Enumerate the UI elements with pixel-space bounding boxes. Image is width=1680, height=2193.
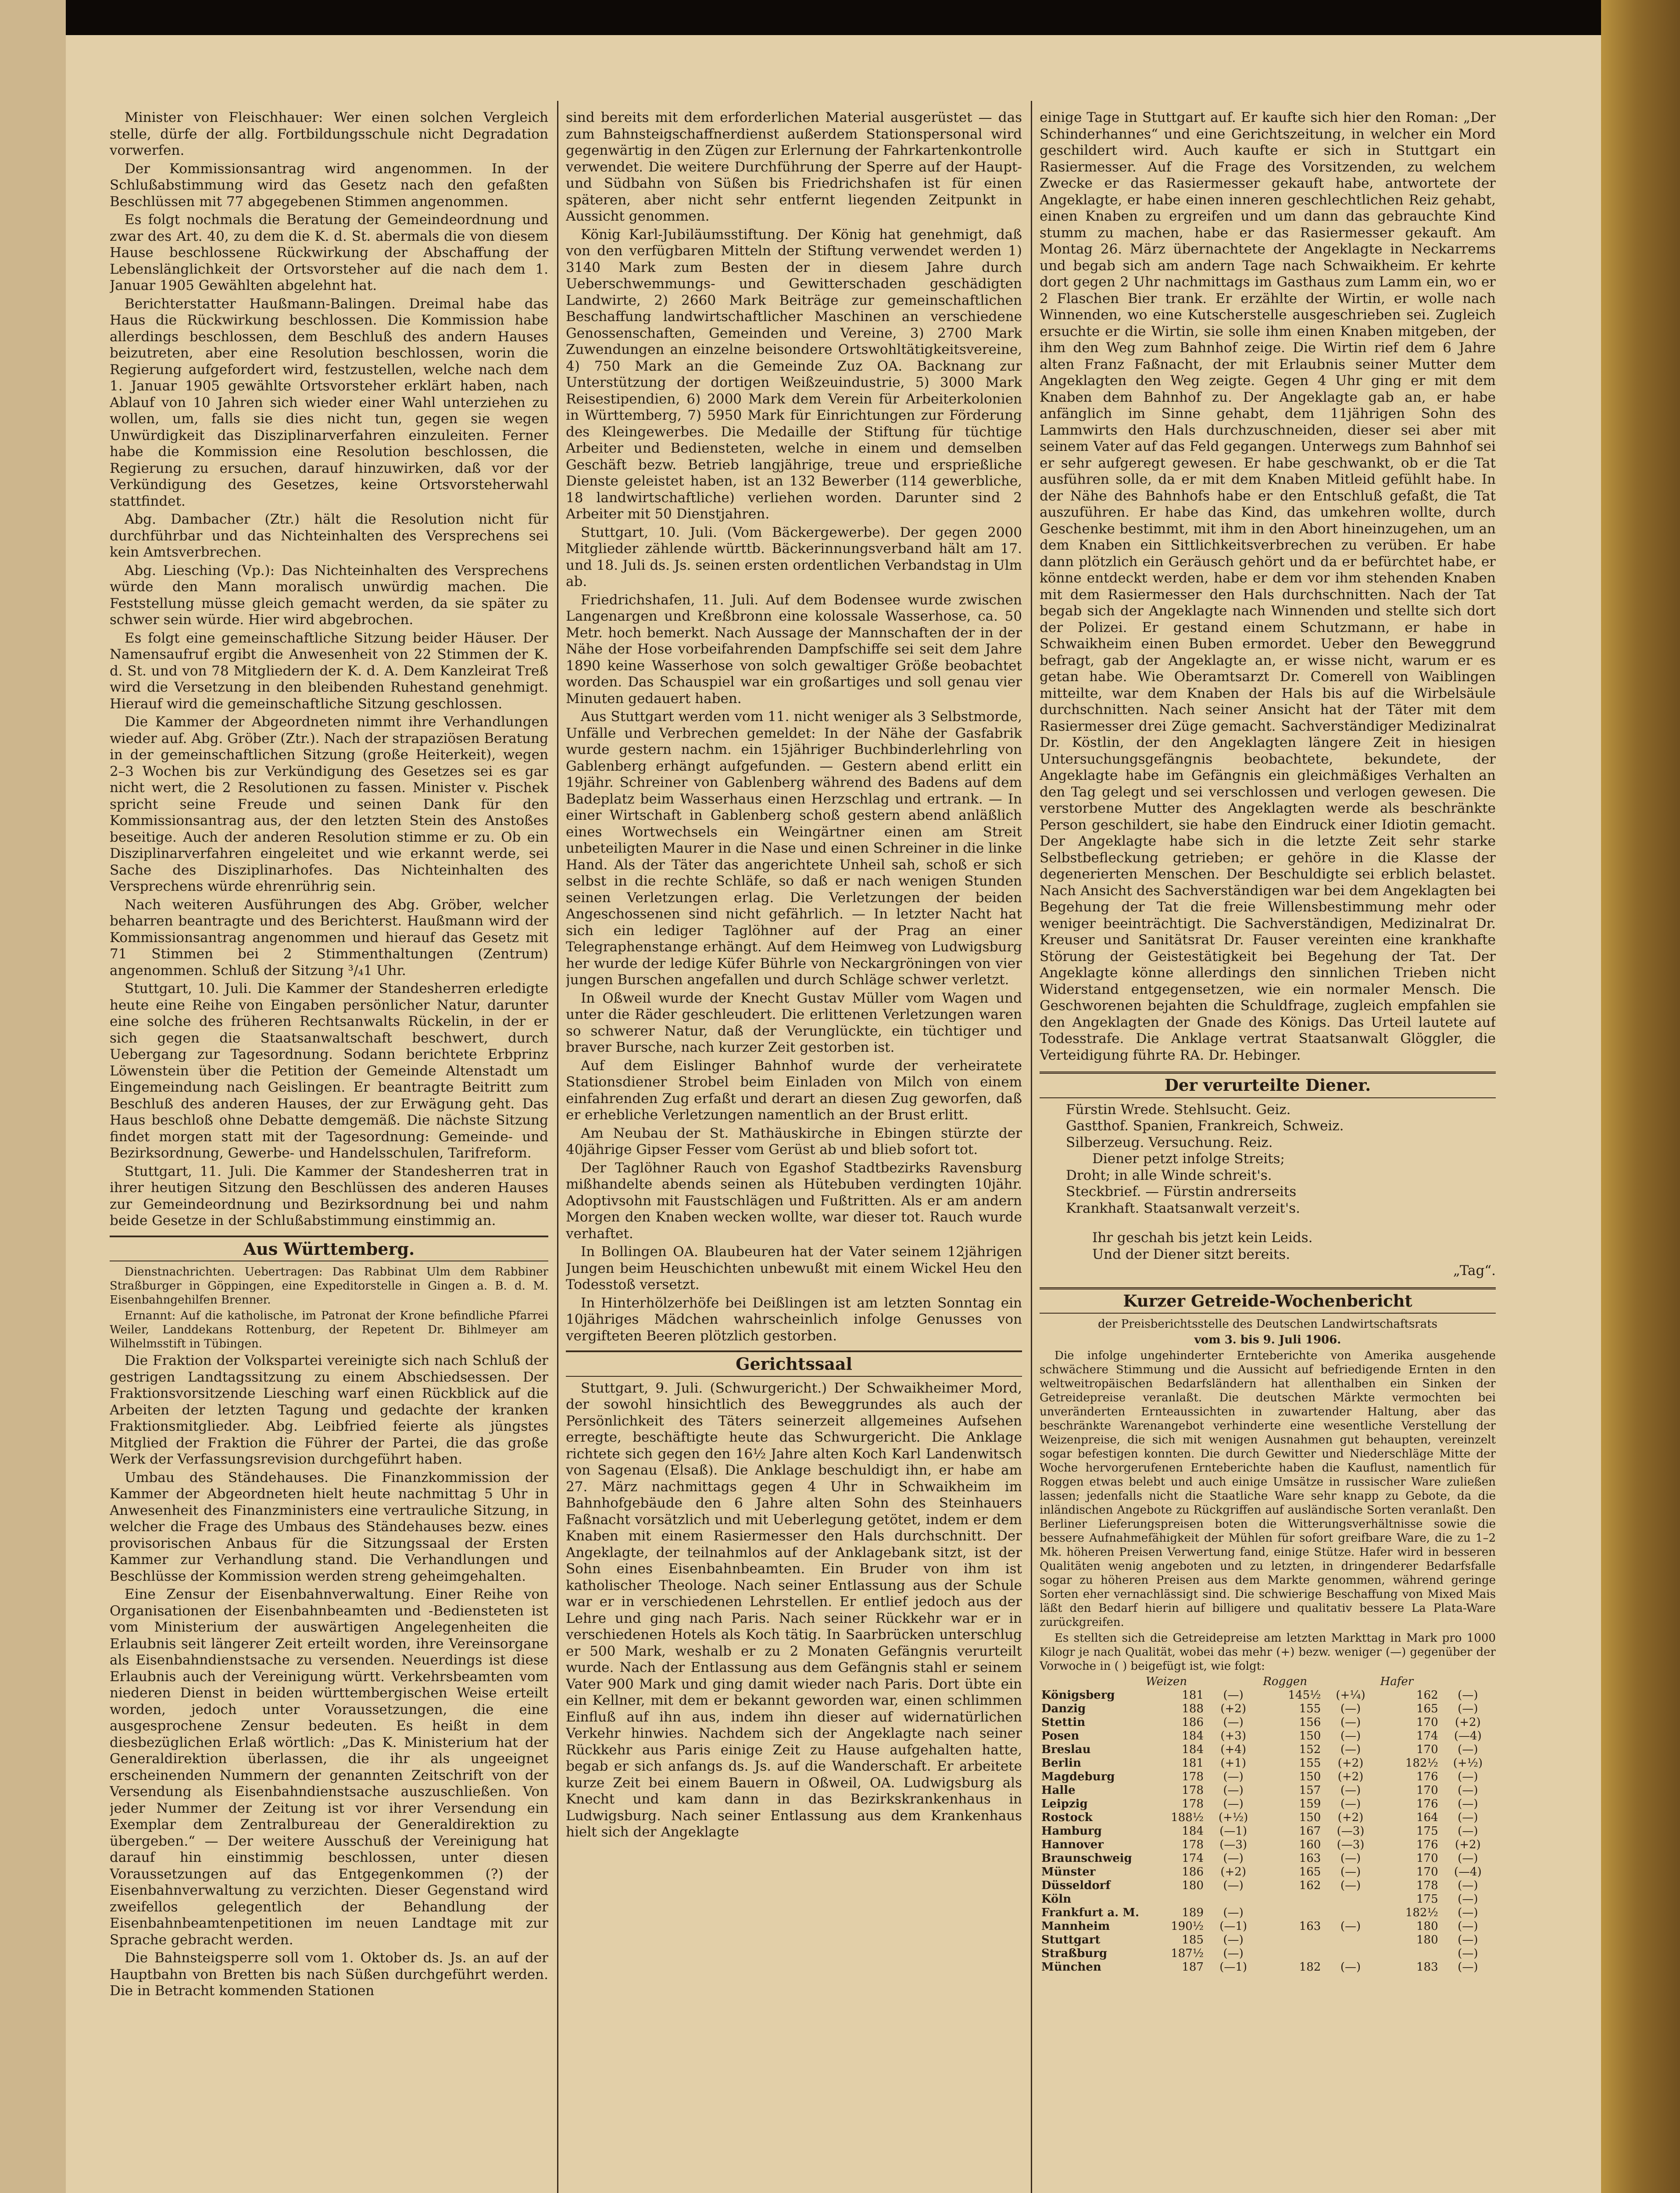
- price-cell: (—3): [1219, 1838, 1247, 1851]
- price-cell: 167: [1299, 1825, 1321, 1838]
- price-cell: 156: [1299, 1716, 1321, 1729]
- poem-line: Steckbrief. — Fürstin andrerseits: [1066, 1184, 1297, 1200]
- price-cell: 176: [1416, 1797, 1438, 1811]
- market-city: Posen: [1041, 1729, 1079, 1743]
- table-row: [1040, 1947, 1496, 1961]
- price-cell: 174: [1416, 1729, 1438, 1743]
- grain-report-text: Die infolge ungehinderter Ernteberichte von Amerika ausgehende schwächere Stimmung und die Aussicht auf befriedigende Ernten in den weltweitropäischen Bedarfsländern hat allenthalben ein Sinken der Getreidepreise veranlaßt. Die deutschen Märkte vermochten bei unveränderten Ernteaussichten in zuwartender Haltung, aber das beschränkte Warenangebot verhinderte eine wesentliche Verstellung der Weizenpreise, die sich mit wenigen Ausnahmen gut behaupten, vereinzelt sogar befestigen konnten. Die durch Gewitter und Niederschläge Mitte der Woche hervorgerufenen Ernteberichte haben die Kauflust, namentlich für Roggen etwas belebt und auch einige Umsätze in russischer Ware zuließen lassen; jedenfalls nicht die Staatliche Ware sehr knapp zu Gebote, da die inländischen Angebote zu Rückgriffen auf ausländische Sorten veranlaßt. Den Berliner Lieferungspreisen boten die Witterungsverhältnisse sowie die bessere Aufnahmefähigkeit der Mühlen für sofort greifbare Ware, die zu 1–2 Mk. höheren Preisen Verwertung fand, einige Stütze. Hafer wird in besseren Qualitäten wenig angeboten und zu letzten, in dringenderer Bedarfsfalle sogar zu höheren Preisen aus dem Markte genommen, während geringe Sorten eher vernachlässigt sind. Die schwierige Beschaffung von Mixed Mais läßt den Bedarf hierin auf billigere und qualitativ bessere La Plata-Ware zurückgreifen.: [1040, 1349, 1496, 1629]
- table-row: [1040, 1825, 1496, 1838]
- table-row: [1040, 1797, 1496, 1811]
- price-cell: (—): [1458, 1961, 1478, 1974]
- article-paragraph: König Karl-Jubiläumsstiftung. Der König hat genehmigt, daß von den verfügbaren Mitteln der Stiftung verwendet werden 1) 3140 Mark zum Besten der in diesem Jahre durch Ueberschwemmungs- und Gewitterschaden geschädigten Landwirte, 2) 2660 Mark Beiträge zur gemeinschaftlichen Beschaffung landwirtschaftlicher Maschinen an verschiedene Genossenschaften, Gemeinden und Vereine, 3) 2700 Mark Zuwendungen an einzelne beisondere Ortswohltätigkeitsvereine, 4) 750 Mark an die Gemeinde Zuz OA. Backnang zur Unterstützung der dortigen Weißzeuindustrie, 5) 3000 Mark Reisestipendien, 6) 2000 Mark dem Verein für Arbeiterkolonien in Württemberg, 7) 5950 Mark für Einrichtungen zur Förderung des Kleingewerbes. Die Medaille der Stiftung für tüchtige Arbeiter und Bediensteten, welche in einem und demselben Geschäft bezw. Betrieb langjährige, treue und ersprießliche Dienste geleistet haben, ist an 132 Bewerber (114 gewerbliche, 18 landwirtschaftliche) verliehen worden. Darunter sind 2 Arbeiter mit 50 Dienstjahren.: [566, 226, 1022, 522]
- price-cell: (—): [1458, 1784, 1478, 1797]
- price-cell: (—): [1340, 1961, 1361, 1974]
- price-cell: [1144, 1893, 1205, 1906]
- market-city: Frankfurt a. M.: [1041, 1906, 1140, 1919]
- price-cell: 159: [1299, 1797, 1321, 1811]
- grain-report-note: Es stellten sich die Getreidepreise am letzten Markttag in Mark pro 1000 Kilogr je nach Qualität, wobei das mehr (+) bezw. weniger (—) gegenüber der Vorwoche in ( ) beigefügt ist, wie folgt:: [1040, 1632, 1496, 1673]
- price-cell: (—): [1340, 1784, 1361, 1797]
- price-cell: (+½): [1219, 1811, 1248, 1824]
- price-cell: (—): [1223, 1689, 1244, 1702]
- market-city: Straßburg: [1041, 1947, 1108, 1960]
- price-cell: (—): [1458, 1702, 1478, 1715]
- article-paragraph: Stuttgart, 9. Juli. (Schwurgericht.) Der Schwaikheimer Mord, der sowohl hinsichtlich des Beweggrundes als auch der Persönlichkeit des Täters seinerzeit allgemeines Aufsehen erregte, beschäftigte heute das Schwurgericht. Die Anklage richtete sich gegen den 16½ Jahre alten Koch Karl Landenwitsch von Sagenau (Elsaß). Die Anklage beschuldigt ihn, er habe am 27. März nachmittags gegen 4 Uhr in Schwaikheim im Bahnhofgebäude den 6 Jahre alten Sohn des Steinhauers Faßnacht vorsätzlich und mit Ueberlegung getötet, indem er dem Knaben mit einem Rasiermesser den Hals durchschnitt. Der Angeklagte, der teilnahmlos auf der Anklagebank sitzt, ist der Sohn eines Eisenbahnbeamten. Ein Bruder von ihm ist katholischer Theologe. Nach seiner Entlassung aus der Schule war er in verschiedenen Lehrstellen. Er entlief jedoch aus der Lehre und ging nach Paris. Nach seiner Rückkehr war er in verschiedenen Hotels als Koch tätig. In Saarbrücken unterschlug er 500 Mark, weshalb er zu 2 Monaten Gefängnis verurteilt wurde. Nach der Entlassung aus dem Gefängnis stahl er seinem Vater 900 Mark und ging damit wieder nach Paris. Dort übte ein ein Kellner, mit dem er bekannt geworden war, einen schlimmen Einfluß auf ihn aus, indem ihn dieser auf widernatürlichen Verkehr hinwies. Nachdem sich der Angeklagte nach seiner Rückkehr aus Paris einige Zeit zu Hause aufgehalten hatte, begab er sich anfangs ds. Js. auf die Wanderschaft. Er arbeitete kurze Zeit bei einem Bauern in Oßweil, OA. Ludwigsburg als Knecht und kam dann in das Bezirkskrankenhaus in Ludwigsburg. Nach seiner Entlassung aus dem Krankenhaus hielt sich der Angeklagte: [566, 1380, 1022, 1840]
- price-cell: (+2): [1220, 1702, 1246, 1715]
- poem-line: Silberzeug. Versuchung. Reiz.: [1066, 1134, 1273, 1150]
- price-cell: (—): [1223, 1879, 1244, 1892]
- market-city: Hannover: [1041, 1838, 1104, 1851]
- table-row: [1040, 1689, 1496, 1702]
- price-cell: 170: [1416, 1784, 1438, 1797]
- price-cell: (—): [1340, 1865, 1361, 1879]
- article-paragraph: Aus Stuttgart werden vom 11. nicht weniger als 3 Selbstmorde, Unfälle und Verbrechen gemeldet: In der Nähe der Gasfabrik wurde gestern nachm. ein 15jähriger Buchbinderlehrling von Gablenberg erhängt aufgefunden. — Gestern abend erlitt ein 19jähr. Schreiner von Gablenberg während des Badens auf dem Badeplatz beim Wasserhaus einen Herzschlag und ertrank. — In einer Wirtschaft in Gablenberg schoß gestern abend anläßlich eines Wortwechsels ein Weingärtner einen am Streit unbeteiligten Maurer in die Nase und einen Schreiner in die linke Hand. Als der Täter das angerichtete Unheil sah, schoß er sich selbst in die rechte Schläfe, so daß er nach wenigen Stunden seinen Verletzungen erlag. Die Verletzungen der beiden Angeschossenen sind nicht gefährlich. — In letzter Nacht hat sich ein lediger Taglöhner auf der Prag an einer Telegraphenstange erhängt. Auf dem Heimweg von Ludwigsburg her wurde der ledige Küfer Bührle von Neckargröningen von vier jungen Burschen angefallen und durch Schläge schwer verletzt.: [566, 709, 1022, 988]
- price-cell: (—): [1458, 1689, 1478, 1702]
- price-cell: 163: [1299, 1852, 1321, 1865]
- column-header-rye: Roggen: [1263, 1675, 1307, 1688]
- poem-line: Fürstin Wrede. Stehlsucht. Geiz.: [1066, 1101, 1291, 1118]
- price-cell: (+2): [1337, 1770, 1364, 1783]
- price-cell: 155: [1299, 1702, 1321, 1715]
- price-cell: 180: [1416, 1920, 1438, 1933]
- price-cell: (—): [1340, 1852, 1361, 1865]
- price-cell: 174: [1182, 1852, 1204, 1865]
- price-cell: 150: [1299, 1811, 1321, 1824]
- price-cell: 184: [1182, 1743, 1204, 1756]
- price-cell: (+2): [1337, 1811, 1364, 1824]
- market-city: Leipzig: [1041, 1797, 1088, 1811]
- price-cell: 175: [1416, 1825, 1438, 1838]
- article-paragraph: Minister von Fleischhauer: Wer einen solchen Vergleich stelle, dürfe der allg. Fortbildungsschule nicht Degradation vorwerfen.: [110, 110, 548, 158]
- price-cell: (—): [1223, 1797, 1244, 1811]
- price-cell: [1323, 1947, 1378, 1961]
- price-cell: (—): [1223, 1852, 1244, 1865]
- article-paragraph: Abg. Dambacher (Ztr.) hält die Resolution nicht für durchführbar und das Nichteinhalten des Versprechens sei kein Amtsverbrechen.: [110, 511, 548, 560]
- market-city: Breslau: [1041, 1743, 1091, 1756]
- price-cell: 175: [1416, 1893, 1438, 1906]
- price-cell: 181: [1182, 1689, 1204, 1702]
- article-paragraph: Stuttgart, 11. Juli. Die Kammer der Standesherren trat in ihrer heutigen Sitzung den Beschlüssen des anderen Hauses zur Gemeindeordnung und Bezirksordnung bei und nahm beide Gesetze in der Schlußabstimmung einstimmig an.: [110, 1163, 548, 1229]
- official-notice: Dienstnachrichten. Uebertragen: Das Rabbinat Ulm dem Rabbiner Straßburger in Göppingen, eine Expeditorstelle in Gingen a. B. d. M. Eisenbahngehilfen Brenner.: [110, 1265, 548, 1307]
- poem-title: Der verurteilte Diener.: [1040, 1071, 1496, 1098]
- price-cell: 187: [1182, 1961, 1204, 1974]
- market-city: Rostock: [1041, 1811, 1093, 1824]
- price-cell: 163: [1299, 1920, 1321, 1933]
- price-cell: (—): [1458, 1852, 1478, 1865]
- price-cell: 184: [1182, 1825, 1204, 1838]
- price-cell: (—3): [1337, 1838, 1365, 1851]
- article-paragraph: In Bollingen OA. Blaubeuren hat der Vater seinem 12jährigen Jungen beim Heuschichten unbewußt mit einem Wickel Heu den Todesstoß versetzt.: [566, 1244, 1022, 1293]
- scan-border-top: [66, 0, 1680, 35]
- price-cell: 165: [1416, 1702, 1438, 1715]
- price-cell: 157: [1299, 1784, 1321, 1797]
- article-paragraph: Die Bahnsteigsperre soll vom 1. Oktober ds. Js. an auf der Hauptbahn von Bretten bis nach Süßen durchgeführt werden. Die in Betracht kommenden Stationen: [110, 1950, 548, 1999]
- price-cell: 190½: [1171, 1920, 1204, 1933]
- price-cell: (—): [1458, 1933, 1478, 1947]
- market-city: Braunschweig: [1041, 1852, 1132, 1865]
- table-row: [1040, 1702, 1496, 1716]
- section-heading: Aus Württemberg.: [110, 1236, 548, 1262]
- column-1: [110, 110, 548, 2193]
- poem-line: Gastthof. Spanien, Frankreich, Schweiz.: [1066, 1118, 1344, 1134]
- table-row: [1040, 1961, 1496, 1974]
- column-header-oats: Hafer: [1380, 1675, 1414, 1688]
- market-city: Königsberg: [1041, 1689, 1115, 1702]
- price-cell: 170: [1416, 1852, 1438, 1865]
- price-cell: (—): [1223, 1716, 1244, 1729]
- price-cell: (—): [1223, 1906, 1244, 1919]
- article-paragraph: In Oßweil wurde der Knecht Gustav Müller vom Wagen und unter die Räder geschleudert. Die erlittenen Verletzungen waren so schwerer Natur, daß der Verunglückte, ein tüchtiger und braver Bursche, nach kurzer Zeit gestorben ist.: [566, 990, 1022, 1055]
- price-cell: 145½: [1288, 1689, 1321, 1702]
- market-city: Halle: [1041, 1784, 1076, 1797]
- column-2: [566, 110, 1022, 2193]
- price-cell: 178: [1182, 1797, 1204, 1811]
- price-cell: (—): [1458, 1947, 1478, 1960]
- article-paragraph: Nach weiteren Ausführungen des Abg. Gröber, welcher beharren beantragte und des Berichterst. Haußmann wird der Kommissionsantrag angenommen und hierauf das Gesetz mit 71 Stimmen bei 2 Stimmenthaltungen (Zentrum) angenommen. Schluß der Sitzung ³/₄1 Uhr.: [110, 896, 548, 979]
- article-paragraph: Umbau des Ständehauses. Die Finanzkommission der Kammer der Abgeordneten hielt heute nachmittag 5 Uhr in Anwesenheit des Finanzministers eine vertrauliche Sitzung, in welcher die Frage des Umbaus des Ständehauses bezw. eines provisorischen Anbaus für die Sitzungssaal der Ersten Kammer zur Verhandlung stand. Die Verhandlungen und Beschlüsse der Kommission werden streng geheimgehalten.: [110, 1469, 548, 1584]
- price-cell: 162: [1416, 1689, 1438, 1702]
- price-cell: 178: [1182, 1838, 1204, 1851]
- table-row: [1040, 1906, 1496, 1920]
- price-cell: (—): [1458, 1879, 1478, 1892]
- table-row: [1040, 1893, 1496, 1906]
- price-cell: (—): [1340, 1797, 1361, 1811]
- price-cell: (—1): [1219, 1825, 1247, 1838]
- article-paragraph: Friedrichshafen, 11. Juli. Auf dem Bodensee wurde zwischen Langenargen und Kreßbronn eine kolossale Wasserhose, ca. 50 Metr. hoch bemerkt. Nach Aussage der Mannschaften der in der Nähe der Hose vorbeifahrenden Dampfschiffe sei seit dem Jahre 1890 keine Wasserhose von solch gewaltiger Größe beobachtet worden. Das Schauspiel war ein großartiges und soll genau vier Minuten gedauert haben.: [566, 592, 1022, 707]
- price-cell: 184: [1182, 1729, 1204, 1743]
- price-cell: (—3): [1337, 1825, 1365, 1838]
- price-cell: [1323, 1893, 1378, 1906]
- price-cell: [1323, 1933, 1378, 1947]
- price-cell: (+¼): [1336, 1689, 1365, 1702]
- market-city: Köln: [1041, 1893, 1072, 1906]
- article-paragraph: Die Fraktion der Volkspartei vereinigte sich nach Schluß der gestrigen Landtagssitzung zu einem Abschiedsessen. Der Fraktionsvorsitzende Liesching warf einen Rückblick auf die Arbeiten der letzten Tagung und gedachte der kranken Fraktionsmitglieder. Abg. Leibfried feierte als jüngstes Mitglied der Fraktion die Führer der Partei, die das große Werk der Verfassungsrevision durchgeführt haben.: [110, 1353, 548, 1467]
- market-city: Düsseldorf: [1041, 1879, 1111, 1892]
- price-cell: 164: [1416, 1811, 1438, 1824]
- table-row: [1040, 1933, 1496, 1947]
- column-3: [1040, 110, 1496, 2193]
- price-cell: (—1): [1219, 1961, 1247, 1974]
- table-row: [1040, 1716, 1496, 1729]
- table-row: [1040, 1743, 1496, 1757]
- price-cell: (—1): [1219, 1920, 1247, 1933]
- price-cell: 188: [1182, 1702, 1204, 1715]
- grain-report-date: vom 3. bis 9. Juli 1906.: [1194, 1333, 1341, 1347]
- column-rule: [557, 101, 558, 2193]
- article-paragraph: Der Taglöhner Rauch von Egashof Stadtbezirks Ravensburg mißhandelte abends seinen als Hütebuben verdingten 10jähr. Adoptivsohn mit Faustschlägen und Fußtritten. Als er am andern Morgen den Knaben wecken wollte, war dieser tot. Rauch wurde verhaftet.: [566, 1160, 1022, 1242]
- price-cell: (—): [1458, 1920, 1478, 1933]
- table-row: [1040, 1865, 1496, 1879]
- price-cell: [1261, 1933, 1323, 1947]
- price-cell: 182½: [1405, 1757, 1438, 1770]
- poem-line: Droht; in alle Winde schreit's.: [1066, 1167, 1272, 1183]
- price-cell: (—): [1340, 1702, 1361, 1715]
- article-paragraph: Auf dem Eislinger Bahnhof wurde der verheiratete Stationsdiener Strobel beim Einladen von Milch von einem einfahrenden Zug erfaßt und derart an diesen Zug geworfen, daß er erhebliche Verletzungen namentlich an der Brust erlitt.: [566, 1057, 1022, 1123]
- market-city: Berlin: [1041, 1757, 1081, 1770]
- article-paragraph: Es folgt nochmals die Beratung der Gemeindeordnung und zwar des Art. 40, zu dem die K. d. St. abermals die von diesem Hause beschlossene Rückwirkung der Abschaffung der Lebenslänglichkeit der Ortsvorsteher auf die nach dem 1. Januar 1905 Gewählten abgelehnt hat.: [110, 212, 548, 293]
- price-cell: 178: [1416, 1879, 1438, 1892]
- grain-report-subtitle: der Preisberichtsstelle des Deutschen Landwirtschaftsrats: [1097, 1318, 1438, 1331]
- price-cell: (—): [1340, 1716, 1361, 1729]
- table-row: [1040, 1784, 1496, 1797]
- price-cell: 182: [1299, 1961, 1321, 1974]
- adjacent-page-edge: [0, 0, 66, 2193]
- book-binding-edge: [1601, 0, 1680, 2193]
- article-paragraph: Eine Zensur der Eisenbahnverwaltung. Einer Reihe von Organisationen der Eisenbahnbeamten und -Bediensteten ist vom Ministerium der auswärtigen Angelegenheiten die Erlaubnis seit längerer Zeit erteilt worden, ihre Vereinsorgane als Eisenbahndienstsache zu versenden. Neuerdings ist diese Erlaubnis auch der Vereinigung württ. Verkehrsbeamten vom niederen Dienst in beiden württembergischen Weise erteilt worden, jedoch unter Voraussetzungen, die eine ausgesprochene Zensur bedeuten. Es heißt in dem diesbezüglichen Erlaß wörtlich: „Das K. Ministerium hat der Generaldirektion überlassen, die ihr als ungeeignet erscheinenden Nummern der genannten Zeitschrift von der Versendung als Eisenbahndienstsache auszuschließen. Von jeder Nummer der Zeitung ist vor ihrer Versendung ein Exemplar dem Zentralbureau der Generaldirektion zu übergeben.“ — Der weitere Ausschuß der Vereinigung hat darauf hin einstimmig beschlossen, unter diesen Voraussetzungen auf das Entgegenkommen (?) der Eisenbahnverwaltung zu verzichten. Dieser Gegenstand wird zweifellos gelegentlich der Behandlung der Eisenbahnbeamtenpetitionen im neuen Landtage mit zur Sprache gebracht werden.: [110, 1586, 548, 1948]
- price-cell: 170: [1416, 1716, 1438, 1729]
- price-cell: 180: [1182, 1879, 1204, 1892]
- price-cell: [1205, 1893, 1261, 1906]
- price-cell: (—): [1340, 1920, 1361, 1933]
- price-cell: (—): [1458, 1825, 1478, 1838]
- price-cell: 150: [1299, 1729, 1321, 1743]
- price-cell: 176: [1416, 1838, 1438, 1851]
- price-cell: 170: [1416, 1865, 1438, 1879]
- price-cell: [1261, 1947, 1323, 1961]
- market-city: Münster: [1041, 1865, 1096, 1879]
- article-paragraph: Der Kommissionsantrag wird angenommen. In der Schlußabstimmung wird das Gesetz nach den gefaßten Beschlüssen mit 77 abgegebenen Stimmen angenommen.: [110, 161, 548, 210]
- price-cell: 165: [1299, 1865, 1321, 1879]
- table-row: [1040, 1838, 1496, 1852]
- price-cell: (—): [1458, 1811, 1478, 1824]
- price-cell: 185: [1182, 1933, 1204, 1947]
- poem-line: Ihr geschah bis jetzt kein Leids.: [1092, 1230, 1313, 1246]
- table-row: [1040, 1811, 1496, 1825]
- price-cell: 170: [1416, 1743, 1438, 1756]
- price-cell: [1261, 1893, 1323, 1906]
- price-cell: (—): [1458, 1893, 1478, 1906]
- table-row: [1040, 1852, 1496, 1865]
- price-cell: [1323, 1906, 1378, 1920]
- price-cell: 155: [1299, 1757, 1321, 1770]
- price-cell: (—): [1458, 1743, 1478, 1756]
- price-cell: 182½: [1405, 1906, 1438, 1919]
- price-cell: 180: [1416, 1933, 1438, 1947]
- price-cell: (—4): [1454, 1865, 1482, 1879]
- market-city: Stuttgart: [1041, 1933, 1101, 1947]
- price-cell: 162: [1299, 1879, 1321, 1892]
- price-cell: (—): [1340, 1729, 1361, 1743]
- market-city: Mannheim: [1041, 1920, 1110, 1933]
- table-row: [1040, 1729, 1496, 1743]
- price-cell: (+2): [1337, 1757, 1364, 1770]
- price-cell: (—4): [1454, 1729, 1482, 1743]
- price-cell: 160: [1299, 1838, 1321, 1851]
- price-cell: (—): [1223, 1784, 1244, 1797]
- poem-line: [1040, 1217, 1496, 1230]
- price-cell: (+2): [1220, 1865, 1246, 1879]
- table-row: [1040, 1920, 1496, 1933]
- article-paragraph: Abg. Liesching (Vp.): Das Nichteinhalten des Versprechens würde den Mann moralisch unwürdig machen. Die Feststellung müsse gleich gemacht werden, da sie später zu schwer sein würde. Hier wird abgebrochen.: [110, 562, 548, 628]
- article-paragraph: Am Neubau der St. Mathäuskirche in Ebingen stürzte der 40jährige Gipser Fesser vom Gerüst ab und blieb sofort tot.: [566, 1125, 1022, 1157]
- price-cell: (+1): [1220, 1757, 1246, 1770]
- market-city: München: [1041, 1961, 1101, 1974]
- article-paragraph: In Hinterhölzerhöfe bei Deißlingen ist am letzten Sonntag ein 10jähriges Mädchen wahrscheinlich infolge Genusses von vergifteten Beeren plötzlich gestorben.: [566, 1295, 1022, 1344]
- table-row: [1040, 1757, 1496, 1770]
- price-cell: 152: [1299, 1743, 1321, 1756]
- article-paragraph: sind bereits mit dem erforderlichen Material ausgerüstet — das zum Bahnsteigschaffnerdienst außerdem Stationspersonal wird gegenwärtig in den Zügen zur Erlernung der Fahrkartenkontrolle verwendet. Die weitere Durchführung der Sperre auf der Haupt- und Südbahn von Süßen bis Friedrichshafen ist für einen späteren, aber nicht sehr entfernt liegenden Zeitpunkt in Aussicht genommen.: [566, 110, 1022, 224]
- price-cell: (—): [1340, 1743, 1361, 1756]
- poem-line: Diener petzt infolge Streits;: [1092, 1151, 1285, 1167]
- price-cell: 186: [1182, 1865, 1204, 1879]
- price-cell: 176: [1416, 1770, 1438, 1783]
- poem: [1040, 1102, 1496, 1279]
- price-cell: (—): [1223, 1947, 1244, 1960]
- price-cell: (—): [1223, 1933, 1244, 1947]
- price-cell: (+2): [1455, 1838, 1481, 1851]
- price-cell: (—): [1458, 1797, 1478, 1811]
- article-paragraph: Die Kammer der Abgeordneten nimmt ihre Verhandlungen wieder auf. Abg. Gröber (Ztr.). Nach der strapaziösen Beratung in der gemeinschaftlichen Sitzung (große Heiterkeit), wegen 2–3 Wochen bis zur Verkündigung des Gesetzes sei es gar nicht wert, die 2 Resolutionen zu fassen. Minister v. Pischek spricht seine Freude und seinen Dank für den Kommissionsantrag aus, der den letzten Stein des Anstoßes beseitige. Auch der anderen Resolution stimme er zu. Ob ein Disziplinarverfahren eingeleitet und wie erkannt werde, sei Sache des Disziplinarhofes. Das Nichteinhalten des Versprechens würde ehrenrührig sein.: [110, 714, 548, 894]
- article-paragraph: Es folgt eine gemeinschaftliche Sitzung beider Häuser. Der Namensaufruf ergibt die Anwesenheit von 22 Stimmen der K. d. St. und von 78 Mitgliedern der K. d. A. Dem Kanzleirat Treß wird die Versetzung in den bleibenden Ruhestand genehmigt. Hierauf wird die gemeinschaftliche Sitzung geschlossen.: [110, 630, 548, 712]
- price-cell: 189: [1182, 1906, 1204, 1919]
- price-cell: [1261, 1906, 1323, 1920]
- article-paragraph: Stuttgart, 10. Juli. (Vom Bäckergewerbe). Der gegen 2000 Mitglieder zählende württb. Bäckerinnungsverband hält am 17. und 18. Juli ds. Js. seinen ersten ordentlichen Verbandstag in Ulm ab.: [566, 524, 1022, 589]
- price-cell: 183: [1416, 1961, 1438, 1974]
- poem-signature: „Tag“.: [1453, 1263, 1496, 1279]
- price-cell: (+2): [1455, 1716, 1481, 1729]
- market-city: Magdeburg: [1041, 1770, 1115, 1783]
- price-cell: 178: [1182, 1784, 1204, 1797]
- market-city: Danzig: [1041, 1702, 1086, 1715]
- grain-price-table: [1040, 1675, 1496, 1974]
- price-cell: (—): [1340, 1879, 1361, 1892]
- price-cell: (+3): [1220, 1729, 1246, 1743]
- price-cell: (+4): [1220, 1743, 1246, 1756]
- price-cell: (+½): [1453, 1757, 1483, 1770]
- price-cell: 181: [1182, 1757, 1204, 1770]
- price-cell: 188½: [1171, 1811, 1204, 1824]
- article-paragraph: Stuttgart, 10. Juli. Die Kammer der Standesherren erledigte heute eine Reihe von Eingaben persönlicher Natur, darunter eine solche des früheren Rechtsanwalts Rückelin, in der er sich gegen die Staatsanwaltschaft beschwert, durch Uebergang zur Tagesordnung. Sodann berichtete Erbprinz Löwenstein über die Petition der Gemeinde Altenstadt um Eingemeindung nach Geislingen. Er beantragte Beitritt zum Beschluß des anderen Hauses, der zur Erwägung geht. Das Haus beschloß ohne Debatte demgemäß. Die nächste Sitzung findet morgen statt mit der Tagesordnung: Gemeinde- und Bezirksordnung, Gewerbe- und Handelsschulen, Tarifreform.: [110, 981, 548, 1161]
- price-cell: 150: [1299, 1770, 1321, 1783]
- section-heading: Gerichtssaal: [566, 1350, 1022, 1377]
- poem-line: Und der Diener sitzt bereits.: [1092, 1246, 1290, 1262]
- poem-line: Krankhaft. Staatsanwalt verzeit's.: [1066, 1200, 1301, 1216]
- market-city: Hamburg: [1041, 1825, 1102, 1838]
- column-rule: [1031, 101, 1032, 2193]
- table-header-row: [1040, 1675, 1496, 1689]
- table-row: [1040, 1879, 1496, 1893]
- grain-report-title: Kurzer Getreide-Wochenbericht: [1040, 1287, 1496, 1314]
- price-cell: 186: [1182, 1716, 1204, 1729]
- official-notice: Ernannt: Auf die katholische, im Patronat der Krone befindliche Pfarrei Weiler, Landdekans Rottenburg, der Repetent Dr. Bihlmeyer am Wilhelmsstift in Tübingen.: [110, 1309, 548, 1350]
- table-row: [1040, 1770, 1496, 1784]
- price-cell: (—): [1458, 1770, 1478, 1783]
- article-paragraph: Berichterstatter Haußmann-Balingen. Dreimal habe das Haus die Rückwirkung beschlossen. Die Kommission habe allerdings beschlossen, dem Beschluß des andern Hauses beizutreten, aber eine Resolution beschlossen, worin die Regierung aufgefordert wird, festzustellen, welche nach dem 1. Januar 1905 gewählte Ortsvorsteher erklärt haben, nach Ablauf von 10 Jahren sich wieder einer Wahl unterziehen zu wollen, um, falls sie dies nicht tun, gegen sie wegen Unwürdigkeit das Disziplinarverfahren einzuleiten. Ferner habe die Kommission eine Resolution beschlossen, die Regierung zu ersuchen, darauf hinzuwirken, daß vor der Verkündigung des Gesetzes, keine Ortsvorsteherwahl stattfindet.: [110, 296, 548, 509]
- price-cell: (—): [1458, 1906, 1478, 1919]
- market-city: Stettin: [1041, 1716, 1086, 1729]
- price-cell: [1379, 1947, 1440, 1961]
- article-paragraph: einige Tage in Stuttgart auf. Er kaufte sich hier den Roman: „Der Schinderhannes“ und eine Gerichtszeitung, in welcher ein Mord geschildert wird. Auch kaufte er sich in Stuttgart ein Rasiermesser. Auf die Frage des Vorsitzenden, zu welchem Zwecke er das Rasiermesser gekauft habe, antwortete der Angeklagte, er habe einen inneren geschlechtlichen Reiz gehabt, einen Knaben zu ergreifen und um dann das gebrauchte Kind stumm zu machen, habe er das Rasiermesser gekauft. Am Montag 26. März übernachtete der Angeklagte in Neckarrems und begab sich am andern Tage nach Schwaikheim. Er kehrte dort gegen 2 Uhr nachmittags im Gasthaus zum Lamm ein, wo er 2 Flaschen Bier trank. Er erzählte der Wirtin, er wolle nach Winnenden, wo eine Kutscherstelle ausgeschrieben sei. Zugleich ersuchte er die Wirtin, sie solle ihm einen Knaben mitgeben, der ihm den Weg zum Bahnhof zeige. Die Wirtin rief dem 6 Jahre alten Franz Faßnacht, der mit Erlaubnis seiner Mutter dem Angeklagten den Weg zeigte. Gegen 4 Uhr ging er mit dem Knaben dem Bahnhof zu. Der Angeklagte gab an, er habe anfänglich im Sinne gehabt, dem 11jährigen Sohn des Lammwirts den Hals durchzuschneiden, dieser sei aber mit seinem Vater auf das Feld gegangen. Unterwegs zum Bahnhof sei er sehr aufgeregt gewesen. Er habe geschwankt, ob er die Tat ausführen solle, da er mit dem Knaben Mitleid gefühlt habe. In der Nähe des Bahnhofs habe er den Entschluß gefaßt, die Tat auszuführen. Er habe das Kind, das umkehren wollte, durch Geschenke bestimmt, mit ihm in den Abort hineinzugehen, um an dem Knaben ein Sittlichkeitsverbrechen zu verüben. Er habe dann plötzlich ein Geräusch gehört und da er befürchtet habe, er könne entdeckt werden, habe er dem vor ihm stehenden Knaben mit dem Rasiermesser den Hals durchschnitten. Nach der Tat begab sich der Angeklagte nach Winnenden und stellte sich dort der Polizei. Er gestand einem Schutzmann, er habe in Schwaikheim einen Buben ermordet. Ueber den Beweggrund befragt, gab der Angeklagte an, er wisse nicht, warum er es getan habe. Wie Oberamtsarzt Dr. Comerell von Waiblingen mitteilte, war dem Knaben der Hals bis auf die Wirbelsäule durchschnitten. Nach seiner Ansicht hat der Täter mit dem Rasiermesser drei Züge gemacht. Sachverständiger Medizinalrat Dr. Köstlin, der den Angeklagten längere Zeit in hiesigen Untersuchungsgefängnis beobachtete, bekundete, der Angeklagte habe im Gefängnis ein gleichmäßiges Verhalten an den Tag gelegt und sei verschlossen und verlogen gewesen. Die verstorbene Mutter des Angeklagten werde als beschränkte Person geschildert, sie habe den Eindruck einer Idiotin gemacht. Der Angeklagte habe sich in die letzte Zeit sehr starke Selbstbefleckung getrieben; er gehöre in die Klasse der degenerierten Menschen. Der Beschuldigte sei erblich belastet. Nach Ansicht des Sachverständigen war bei dem Angeklagten bei Begehung der Tat die freie Willensbestimmung mehr oder weniger beeinträchtigt. Die Sachverständigen, Medizinalrat Dr. Kreuser und Sanitätsrat Dr. Fauser vereinten eine krankhafte Störung der Geistestätigkeit bei Begehung der Tat. Der Angeklagte könne allerdings den sinnlichen Trieben nicht Widerstand entgegensetzen, wie ein normaler Mensch. Die Geschworenen bejahten die Schuldfrage, zugleich empfahlen sie den Angeklagten der Gnade des Königs. Das Urteil lautete auf Todesstrafe. Die Anklage vertrat Staatsanwalt Glöggler, die Verteidigung führte RA. Dr. Hebinger.: [1040, 110, 1496, 1063]
- price-cell: 187½: [1171, 1947, 1204, 1960]
- price-cell: 178: [1182, 1770, 1204, 1783]
- column-header-wheat: Weizen: [1146, 1675, 1187, 1688]
- price-cell: (—): [1223, 1770, 1244, 1783]
